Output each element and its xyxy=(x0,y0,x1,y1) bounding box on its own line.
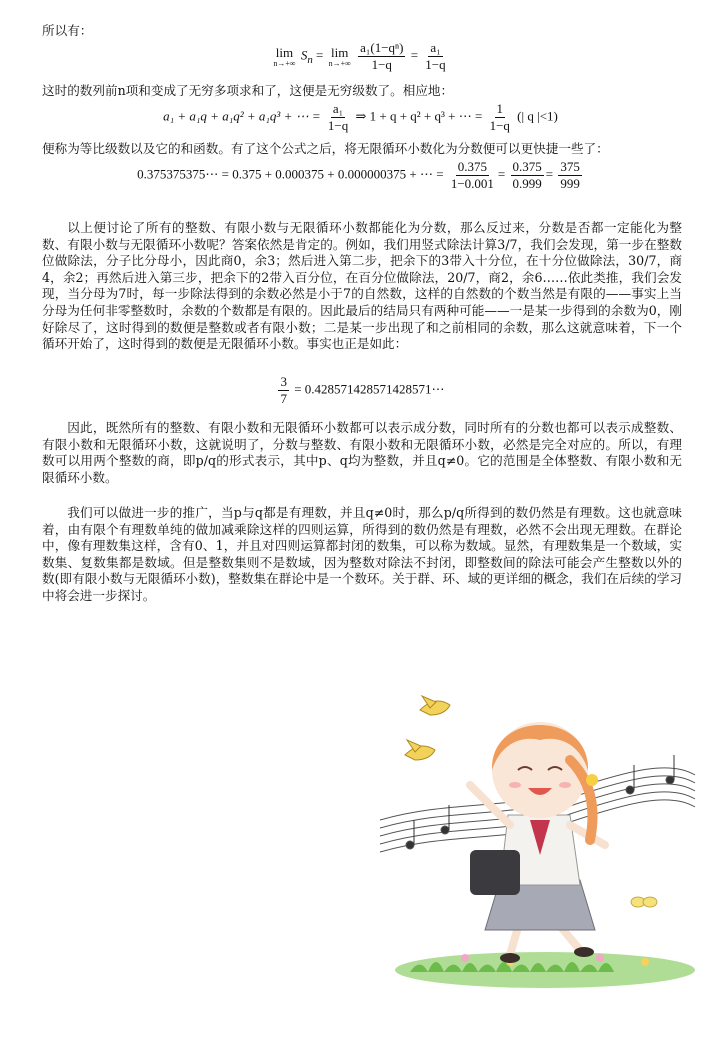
girl-illustration xyxy=(370,640,700,990)
equation-limit-sum xyxy=(0,40,721,73)
equation-repeating-decimal: 0.375375375⋯ = 0.375 + 0.000375 + 0.000000375 + ⋯ = $\frac{0.375}{1-0.001}$ = $\frac{0.375}{0.999}$ = $\frac{375}{999}$ xyxy=(137,159,580,191)
fraction xyxy=(358,40,405,73)
fraction xyxy=(488,101,512,134)
paragraph-rational-numbers: 因此，既然所有的整数、有限小数和无限循环小数都可以表示成分数，同时所有的分数也都可以表示成整数、有限小数和无限循环小数，这就说明了，分数与整数、有限小数和无限循环小数，必然是完全对应的。所以，有理数可以用两个整数的商，即p/q的形式表示，其中p、q均为整数，并且q≠0。它的范围是全体整数、有限小数和无限循环小数。 xyxy=(42,420,682,485)
text-line: 便称为等比级数以及它的和函数。有了这个公式之后，将无限循环小数化为分数便可以更快捷一些了： xyxy=(42,141,609,156)
denominator: 999 xyxy=(560,176,580,191)
fraction xyxy=(423,40,447,73)
text-line: 这时的数列前n项和变成了无穷多项求和了，这便是无穷级数了。相应地： xyxy=(42,83,454,98)
fraction xyxy=(326,101,350,134)
condition: (| q |<1) xyxy=(517,108,558,124)
butterfly-icon xyxy=(631,897,657,907)
numerator: 0.375 xyxy=(512,159,542,174)
grass-ground xyxy=(395,952,695,988)
equation-three-sevenths xyxy=(0,374,721,407)
numerator: a₁ xyxy=(332,101,344,116)
decimal-result: = 0.428571428571428571⋯ xyxy=(294,381,445,397)
lim-word: lim xyxy=(331,44,349,60)
paragraph-number-field: 我们可以做进一步的推广，当p与q都是有理数，并且q≠0时，那么p/q所得到的数仍然是有理数。这也就意味着，由有限个有理数单纯的做加减乘除这样的四则运算，所得到的数仍然是有理数，必然不会出现无理数。在群论中，像有理数集这样，含有0、1，并且对四则运算都封闭的数集，可以称为数域。显然，有理数集是一个数域，实数集、复数集都是数域。但是整数集则不是数域，因为整数对除法不封闭，即整数间的除法可能会产生整数以外的数(即有限小数与无限循环小数)，整数集在群论中是一个数环。关于群、环、域的更详细的概念，我们在后续的学习中将会进一步探讨。 xyxy=(42,505,682,603)
bird-icon xyxy=(405,696,450,760)
denominator: 1−q xyxy=(489,118,510,133)
lim-subscript: n→+∞ xyxy=(328,58,351,68)
denominator: 7 xyxy=(280,391,287,406)
decimal-expansion: 0.375375375⋯ = 0.375 + 0.000375 + 0.000000375 + ⋯ = xyxy=(137,166,444,182)
denominator: 0.999 xyxy=(512,176,542,191)
sum-subscript: n xyxy=(307,54,313,67)
equals-sign: = xyxy=(410,47,419,63)
numerator: 0.375 xyxy=(457,159,487,174)
equals-sign: = xyxy=(316,47,324,63)
numerator: a₁(1−qⁿ) xyxy=(360,40,404,55)
equation-geometric-series xyxy=(0,101,721,134)
paragraph-fraction-to-decimal: 以上便讨论了所有的整数、有限小数与无限循环小数都能化为分数，那么反过来，分数是否都一定能化为整数、有限小数与无限循环小数呢？答案依然是肯定的。例如，我们用竖式除法计算3/7，我们会发现，第一步在整数位做除法，分子比分母小，因此商0，余3；然后进入第二步，把余下的3带入十分位，在十分位做除法，30/7，商4，余2；再然后进入第三步，把余下的2带入百分位，在百分位做除法，20/7，商2，余6……依此类推，我们会发现，当分母为7时，每一步除法得到的余数必然是小于7的自然数，这样的自然数的个数当然是有限的——事实上当分母为任何非零整数时，余数的个数都是有限的。因此最后的结局只有两种可能——一是某一步得到的余数为0，刚好除尽了，这时得到的数便是整数或者有限小数；二是某一步出现了和之前相同的余数，那么这就意味着，下一个循环开始了，这时得到的数便是无限循环小数。事实也正是如此： xyxy=(42,220,682,352)
series-expression: a₁ + a₁q + a₁q² + a₁q³ + ⋯ = xyxy=(163,108,321,124)
fraction xyxy=(558,159,582,192)
fraction xyxy=(511,159,544,192)
lim-subscript: n→+∞ xyxy=(273,58,296,68)
denominator: 1−q xyxy=(371,57,392,72)
numerator: 375 xyxy=(560,159,580,174)
lim-word: lim xyxy=(275,44,294,60)
numerator: a₁ xyxy=(430,40,441,55)
girl-figure xyxy=(470,722,605,963)
numerator: 1 xyxy=(496,101,503,116)
denominator: 1−0.001 xyxy=(450,176,494,191)
denominator: 1−q xyxy=(327,118,349,133)
intro-line: 所以有： xyxy=(42,23,93,38)
denominator: 1−q xyxy=(425,57,446,72)
fraction xyxy=(449,159,496,192)
implies-expression: ⇒ 1 + q + q² + q³ + ⋯ = xyxy=(355,108,483,124)
sum-symbol: S xyxy=(300,47,308,63)
numerator: 3 xyxy=(280,374,287,389)
fraction xyxy=(278,374,289,407)
